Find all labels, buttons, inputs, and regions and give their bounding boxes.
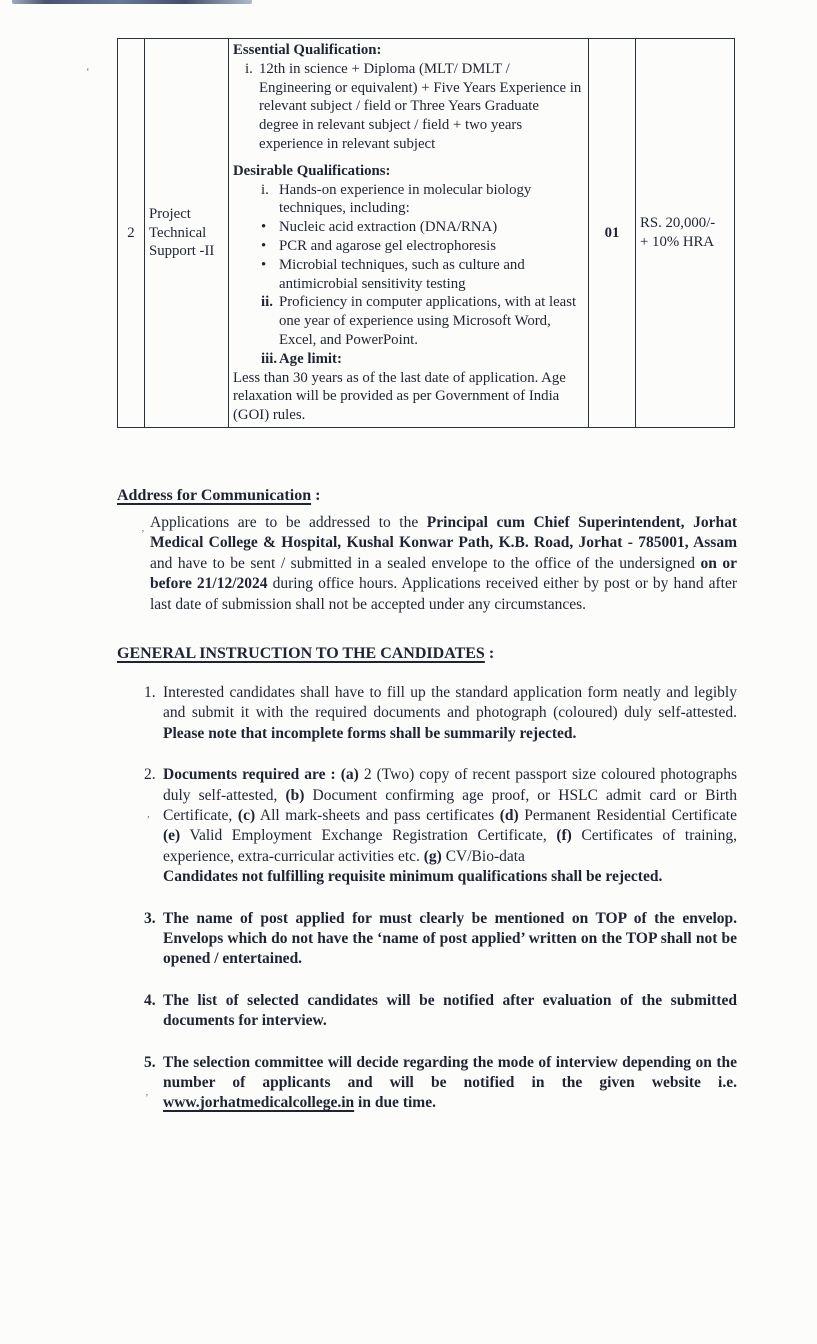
table-row [118,39,735,428]
scan-cutoff-band-artifact [12,0,252,4]
posts-count-cell: 01 [589,39,636,428]
qualification-item [233,60,584,154]
bullet-icon: • [261,256,267,273]
item-text: Age limit: [279,350,342,367]
salary-line: RS. 20,000/- [640,215,716,232]
bullet-icon: • [261,219,267,236]
scan-artifact: , [147,808,150,820]
item-body: Documents required are : (a) 2 (Two) copy of recent passport size coloured photographs duly self-attested, (b) Document confirming age proof, or HSLC admit card or Birth Certificate, (c) All mark-sheets and pass certificates (d) Permanent Residential Certificate (e) Valid Employment Exchange Registration Certificate, (f) Certificates of training, experience, extra-curricular activities etc. (g) CV/Bio-data Candidates not fulfilling requisite minimum qualifications shall be rejected. [163,766,737,886]
instruction-item-5 [117,1053,737,1114]
item-number: 4. [144,991,156,1009]
age-relaxation-note: Less than 30 years as of the last date of application. Age relaxation will be provided as per Government of India (GOI) rules. [233,369,566,424]
qualification-item [233,181,584,219]
item-marker: i. [245,60,253,77]
salary-cell [636,39,735,428]
recruitment-table [117,38,735,428]
item-body: The name of post applied for must clearly be mentioned on TOP of the envelop. Envelops which do not have the ‘name of post applied’ written on the TOP shall not be opened / entertained. [163,909,737,968]
item-text: Proficiency in computer applications, with at least one year of experience using Microsoft Word, Excel, and PowerPoint. [279,294,577,348]
item-number: 3. [144,909,156,927]
instruction-item-3 [117,909,737,970]
instructions-section [117,644,737,1114]
desirable-qualification-heading: Desirable Qualifications: [233,162,391,179]
address-section [117,486,737,615]
qualification-cell [229,39,589,428]
address-paragraph: Applications are to be addressed to the Principal cum Chief Superintendent, Jorhat Medical College & Hospital, Kushal Konwar Path, K.B. Road, Jorhat - 785001, Assam and have to be sent / submitted in a sealed envelope to the office of the undersigned on or before 21/12/2024 during office hours. Applications received either by post or by hand after last date of submission shall not be accepted under any circumstances. [150,513,737,613]
item-number: 5. [144,1053,156,1071]
item-text: PCR and agarose gel electrophoresis [279,237,496,254]
item-body: The selection committee will decide regarding the mode of interview depending on the number of applicants and will be notified in the given website i.e. www.jorhatmedicalcollege.in in due time. [163,1053,737,1112]
item-body: Interested candidates shall have to fill up the standard application form neatly and legibly and submit it with the required documents and photograph (coloured) duly self-attested. Please note that incomplete forms shall be summarily rejected. [163,683,737,742]
scan-artifact: ’ [141,528,145,540]
item-text: Hands-on experience in molecular biology techniques, including: [279,181,532,217]
item-marker: ii. [261,294,273,311]
qualification-item [233,237,584,256]
item-number: 2. [144,766,156,784]
instruction-item-1 [117,683,737,744]
scan-artifact: ’ [145,1092,149,1104]
item-text: 12th in science + Diploma (MLT/ DMLT / Engineering or equivalent) + Five Years Experience in relevant subject / field or Three Years Graduate degree in relevant subject / field + two years experience in relevant subject [259,60,582,152]
qualification-item [233,256,584,294]
item-marker: iii. [261,350,278,367]
qualification-item [233,218,584,237]
instruction-item-4 [117,991,737,1032]
item-number: 1. [144,683,156,701]
instruction-item-2 [117,765,737,887]
item-text: Microbial techniques, such as culture and antimicrobial sensitivity testing [279,256,525,292]
qualification-item [233,350,584,369]
serial-number-cell: 2 [118,39,145,428]
essential-qualification-heading: Essential Qualification: [233,42,382,58]
salary-line: + 10% HRA [640,233,715,250]
post-name-cell: Project Technical Support -II [145,39,229,428]
item-text: Nucleic acid extraction (DNA/RNA) [279,219,498,236]
item-body: The list of selected candidates will be notified after evaluation of the submitted documents for interview. [163,991,737,1030]
instructions-heading: GENERAL INSTRUCTION TO THE CANDIDATES : [117,644,495,662]
qualification-item [233,293,584,349]
bullet-icon: • [261,237,267,254]
instructions-list [117,683,737,1114]
address-heading: Address for Communication : [117,486,321,504]
item-marker: i. [261,181,269,198]
scan-artifact: ʻ [86,66,90,78]
